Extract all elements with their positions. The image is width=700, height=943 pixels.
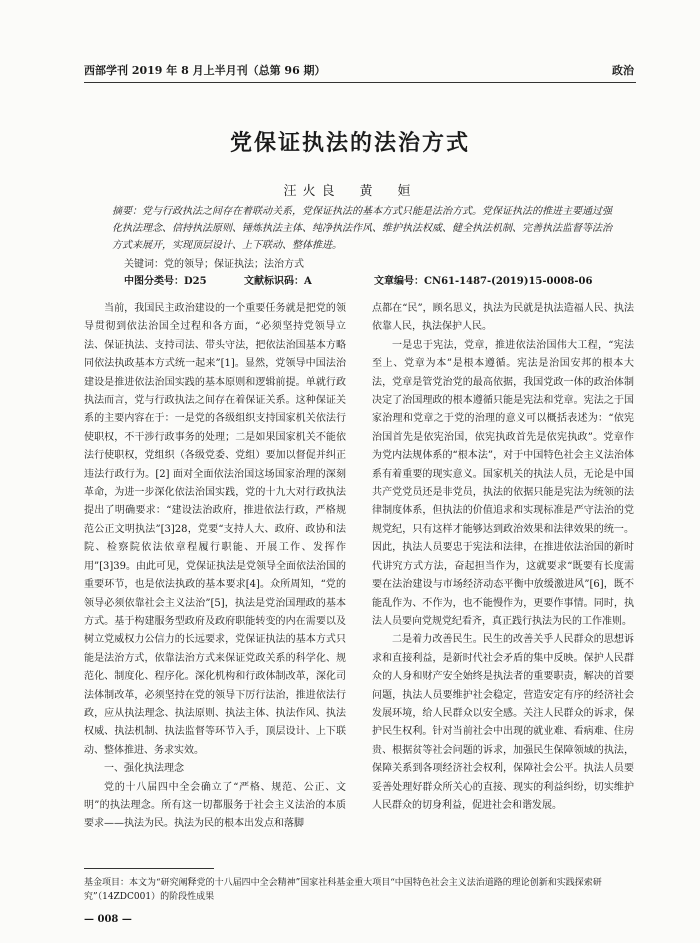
page-number: — 008 —: [84, 914, 132, 925]
body-column-right: [372, 300, 634, 815]
body-paragraph: 党的十八届四中全会确立了“严格、规范、公正、文明”的执法理念。所有这一切都服务于社会主义法治的本质要求——执法为民。执法为民的根本出发点和落脚: [84, 781, 346, 830]
abstract: 摘要：党与行政执法之间存在着联动关系，党保证执法的基本方式只能是法治方式。党保证执法的推进主要通过强化执法理念、信持执法原则、锤炼执法主体、纯净执法作风、维护执法权威、健全执法机制、完善执法监督等法治方式来展开，实现顶层设计、上下联动、整体推进。: [112, 206, 612, 251]
section-heading: 一、强化执法理念: [104, 763, 184, 775]
body-paragraph: 当前，我国民主政治建设的一个重要任务就是把党的领导贯彻到依法治国全过程和各方面，“必须坚持党领导立法、保证执法、支持司法、带头守法，把依法治国基本方略同依法执政基本方式统一起来”[1]。显然，党领导中国法治建设是推进依法治国实践的基本原则和逻辑前提。单就行政执法而言，党与行政执法之间存在着保证关系。这种保证关系的主要内容在于：一是党的各级组织支持国家机关依法行使职权，不干涉行政事务的处理；二是如果国家机关不能依法行使职权，党组织（各级党委、党组）要加以督促并纠正违法行政行为。[2] 面对全面依法治国这场国家治理的深刻革命，为进一步深化依法治国实践，党的十九大对行政执法提出了明确要求：“建设法治政府，推进依法行政，严格规范公正文明执法”[3]28，党要“支持人大、政府、政协和法院、检察院依法依章程履行职能、开展工作、发挥作用”[3]39。由此可见，党保证执法是党领导全面依法治国的重要环节，也是依法执政的基本要求[4]。众所周知，“党的领导必须依靠社会主义法治”[5]，执法是党治国理政的基本方式。基于构建服务型政府及政府职能转变的内在需要以及树立党威权力公信力的长远要求，党保证执法的基本方式只能是法治方式，依靠法治方式来保证党政关系的科学化、规范化、制度化、程序化。深化机构和行政体制改革，深化司法体制改革，必须坚持在党的领导下厉行法治，推进依法行政，应从执法理念、执法原则、执法主体、执法作风、执法权威、执法机制、执法监督等环节入手，顶层设计、上下联动、整体推进、务求实效。: [84, 303, 347, 756]
clc-number: 中图分类号：D25: [124, 276, 207, 287]
article-title: 党保证执法的法治方式: [229, 130, 470, 156]
header-rule: [84, 82, 636, 83]
funding-footnote: 基金项目：本文为“研究阐释党的十八届四中全会精神”国家社科基金重大项目“中国特色社会主义法治道路的理论创新和实践探索研究”（14ZDC001）的阶段性成果: [84, 878, 602, 902]
journal-info: 西部学刊 2019 年 8 月上半月刊（总第 96 期）: [84, 64, 326, 77]
article-authors: 汪火良 黄 姮: [283, 184, 417, 199]
body-paragraph: 一是忠于宪法，党章，推进依法治国伟大工程，“宪法至上、党章为本”是根本遵循。宪法是治国安邦的根本大法，党章是管党治党的最高依据，我国党政一体的政治体制决定了治国理政的根本遵循只能是宪法和党章。宪法之于国家治理和党章之于党的治理的意义可以概括表述为：“依宪治国首先是依宪治国，依宪执政首先是依宪执政”。党章作为党内法规体系的“根本法”，对于中国特色社会主义法治体系有着重要的现实意义。国家机关的执法人员，无论是中国共产党党员还是非党员，执法的依据只能是宪法为统领的法律制度体系，但执法的价值追求和实现标准是严守法治的党规党纪，只有这样才能够达到政治效果和法律效果的统一。因此，执法人员要忠于宪法和法律，在推进依法治国的新时代讲究方式方法，奋起担当作为，这就要求“既要有长度需要在法治建设与市场经济动态平衡中放缓激进风”[6]，既不能乱作为、不作为，也不能慢作为，更要作事情。同时，执法人员要向党规党纪看齐，真正践行执法为民的工作准则。: [372, 339, 634, 627]
document-code: 文献标识码：A: [244, 276, 312, 287]
body-paragraph: 二是着力改善民生。民生的改善关乎人民群众的思想诉求和直接利益，是新时代社会矛盾的集中反映。保护人民群众的人身和财产安全始终是执法者的重要职责，解决的首要问题，执法人员要维护社会稳定，营造安定有序的经济社会发展环境，给人民群众以安全感。关注人民群众的诉求，保护民生权利。针对当前社会中出现的就业难、看病难、住房贵、根据贫等社会问题的诉求，加强民生保障领域的执法，保障关系到各项经济社会权利，保障社会公平。执法人员要妥善处理好群众所关心的直接、现实的利益纠纷，切实维护人民群众的切身利益，促进社会和谐发展。: [372, 634, 634, 811]
body-paragraph: 点都在“民”，顾名思义，执法为民就是执法造福人民、执法依靠人民，执法保护人民。: [372, 303, 634, 333]
keywords: 关键词：党的领导；保证执法；法治方式: [124, 259, 304, 270]
article-number: 文章编号：CN61-1487-(2019)15-0008-06: [374, 276, 593, 287]
body-column-left: [84, 300, 346, 834]
footnote-rule: [84, 868, 214, 869]
section-label: 政治: [612, 64, 634, 77]
